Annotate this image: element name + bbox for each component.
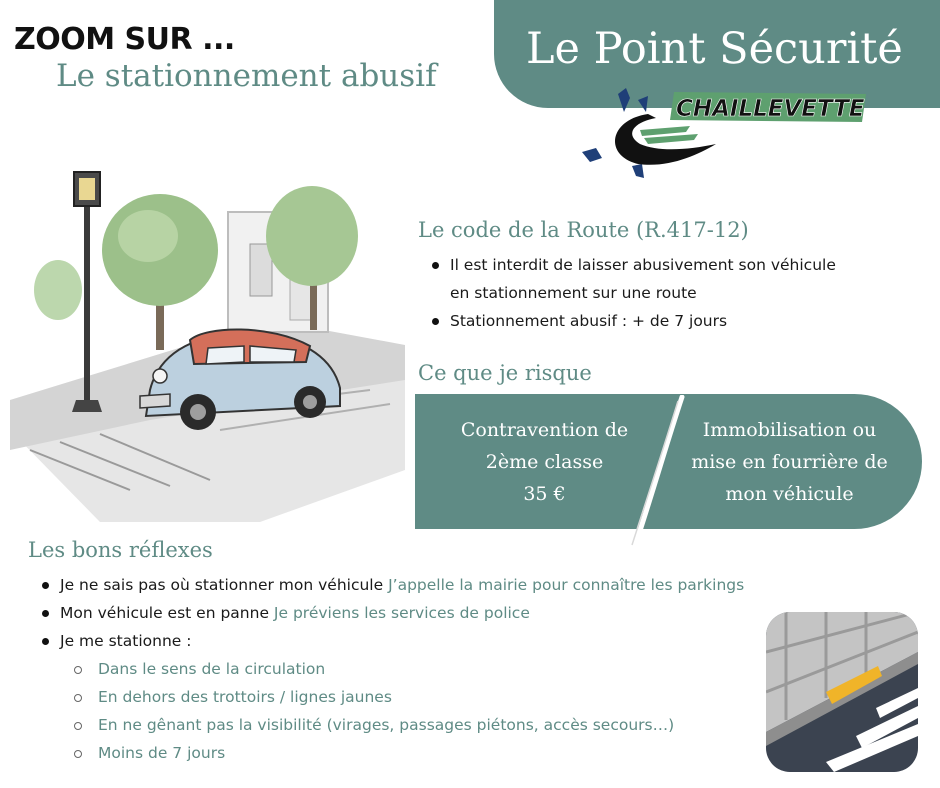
parked-car-illustration [10, 150, 405, 530]
page-title: Le Point Sécurité [526, 24, 903, 74]
logo-text: CHAILLEVETTE [676, 96, 865, 122]
reflexes-list [38, 571, 868, 767]
list-item: Je me stationne : Dans le sens de la circulation En dehors des trottoirs / lignes jaunes En ne gênant pas la visibilité (virages, passages piétons, accès secours…) Moins de 7 jours [38, 627, 868, 767]
list-item: Je ne sais pas où stationner mon véhicule J’appelle la mairie pour connaître les parkings [38, 571, 868, 599]
parking-rules-sublist [72, 655, 868, 767]
code-route-list [428, 251, 908, 335]
sub-list-item: En dehors des trottoirs / lignes jaunes [72, 683, 868, 711]
page-subtitle: Le stationnement abusif [56, 58, 437, 94]
list-item: Stationnement abusif : + de 7 jours [428, 307, 908, 335]
zoom-label: ZOOM SUR ... [14, 22, 235, 57]
risks-heading: Ce que je risque [418, 361, 592, 385]
risk-impound: Immobilisation ou mise en fourrière de mon véhicule [691, 419, 888, 505]
sub-list-item: Moins de 7 jours [72, 739, 868, 767]
risk-fine: Contravention de 2ème classe 35 € [460, 419, 629, 505]
reflexes-heading: Les bons réflexes [28, 538, 213, 562]
list-item: Mon véhicule est en panne Je préviens les services de police [38, 599, 868, 627]
code-route-heading: Le code de la Route (R.417-12) [418, 218, 749, 242]
list-item: Il est interdit de laisser abusivement son véhicule en stationnement sur une route [428, 251, 908, 307]
sub-list-item: En ne gênant pas la visibilité (virages, passages piétons, accès secours…) [72, 711, 868, 739]
logo-chaillevette-icon [578, 86, 878, 196]
divider-slash-icon [622, 395, 692, 555]
parking-app-icon [766, 612, 918, 772]
sub-list-item: Dans le sens de la circulation [72, 655, 868, 683]
